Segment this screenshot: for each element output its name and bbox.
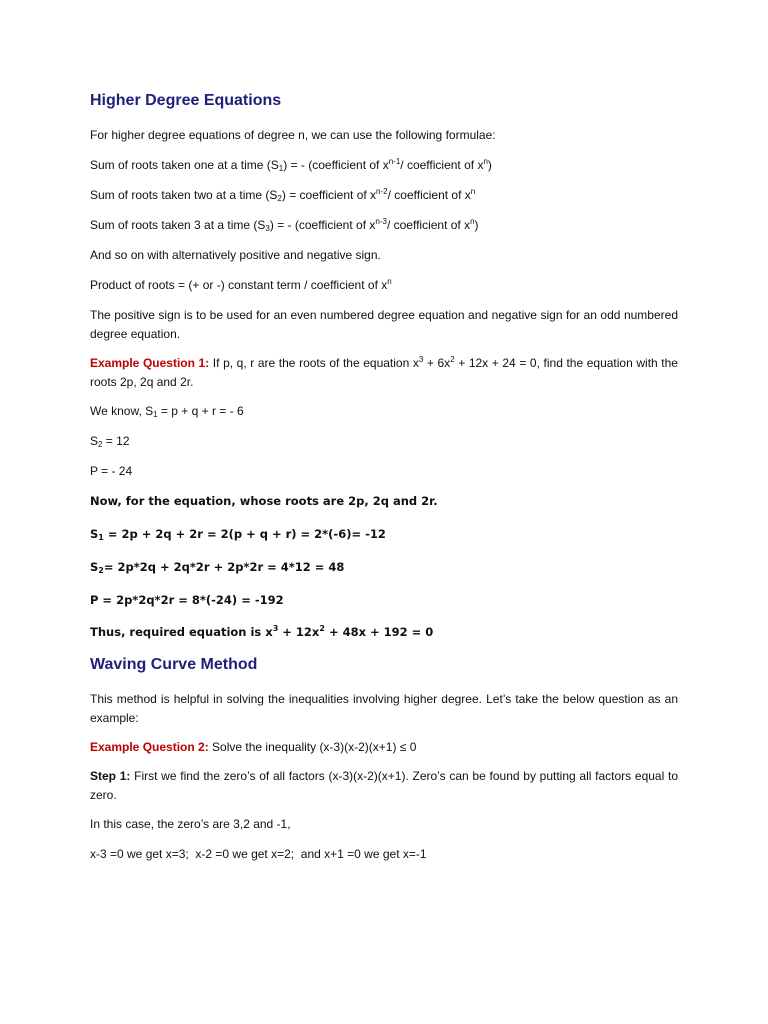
now-roots-line: Now, for the equation, whose roots are 2p, 2q and 2r.: [90, 494, 438, 508]
zeros-line: In this case, the zero’s are 3,2 and -1,: [90, 817, 291, 831]
formula-product: Product of roots = (+ or -) constant term / coefficient of $x^n$: [90, 277, 392, 292]
heading-waving-curve-method: Waving Curve Method: [90, 656, 258, 673]
step-1-paragraph: Step 1: First we find the zero’s of all factors (x-3)(x-2)(x+1). Zero’s can be found by putting all factors equal to zero.: [90, 769, 678, 802]
calc-s1-line: $S_1 = 2p + 2q + 2r = 2(p + q + r) = 2*(-6)= -12$: [90, 527, 386, 542]
calc-p-line: P = 2p*2q*2r = 8*(-24) = -192: [90, 593, 284, 607]
waving-intro-paragraph: This method is helpful in solving the inequalities involving higher degree. Let’s take the below question as an example:: [90, 692, 678, 725]
s2-value-line: $S_2 = 12$: [90, 434, 130, 449]
formula-s2: Sum of roots taken two at a time $(S_2)$ = coefficient of $x^{n-2}/$ coefficient of $x^n$: [90, 187, 476, 203]
p-value-line: P = - 24: [90, 464, 133, 478]
alternate-sign-note: And so on with alternatively positive and negative sign.: [90, 248, 381, 262]
intro-paragraph: For higher degree equations of degree n, we can use the following formulae:: [90, 128, 496, 142]
result-equation-line: Thus, required equation is $x^3 + 12x^2 + 48x + 192 = 0$: [90, 624, 434, 639]
sign-rule-paragraph: The positive sign is to be used for an even numbered degree equation and negative sign for an odd numbered degree equation.: [90, 308, 678, 341]
example-1-label: Example Question 1:: [90, 356, 210, 370]
formula-s3: Sum of roots taken 3 at a time $(S_3)$ = - (coefficient of $x^{n-3}/$ coefficient of $x^n$): [90, 217, 479, 233]
we-know-line: We know, $S_1 = p + q + r$ = - 6: [90, 404, 244, 419]
step-1-label: Step 1:: [90, 769, 131, 783]
heading-higher-degree-equations: Higher Degree Equations: [90, 92, 282, 109]
factors-line: x-3 =0 we get x=3; x-2 =0 we get x=2; and x+1 =0 we get x=-1: [90, 847, 427, 861]
calc-s2-line: $S_2= 2p*2q + 2q*2r + 2p*2r = 4*12 = 48$: [90, 560, 345, 575]
example-2-label: Example Question 2:: [90, 740, 209, 754]
formula-s1: Sum of roots taken one at a time $(S_1)$ = - (coefficient of $x^{n-1}/$ coefficient of $x^n$): [90, 157, 492, 173]
example-question-1: Example Question 1: If p, q, r are the roots of the equation $x^3 + 6x^2 + 12x + 24 = 0$, find the equation with the roots 2p, 2q and 2r.: [90, 355, 678, 389]
example-question-2: Example Question 2: Solve the inequality (x-3)(x-2)(x+1) ≤ 0: [90, 740, 417, 754]
